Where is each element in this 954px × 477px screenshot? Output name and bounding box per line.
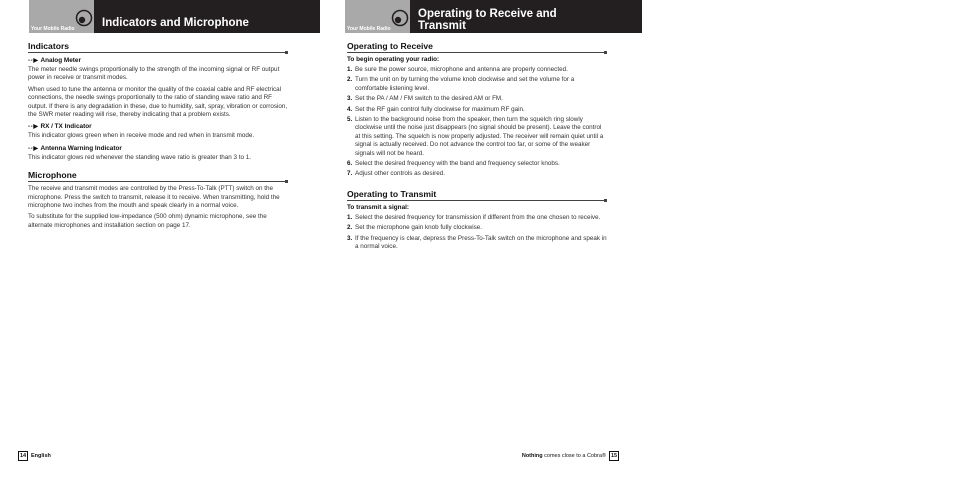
tab-label: Your Mobile Radio: [31, 26, 75, 32]
subheading-label: Analog Meter: [40, 57, 81, 64]
step-item: [347, 95, 607, 103]
page-title-line-1: Operating to Receive and: [418, 8, 557, 20]
tab-label: Your Mobile Radio: [347, 26, 391, 32]
page-number: 14: [19, 453, 27, 459]
subheading-rx-tx: [28, 123, 288, 130]
page-title: Indicators and Microphone: [102, 17, 249, 29]
step-number: 1.: [347, 66, 353, 73]
step-text: Set the PA / AM / FM switch to the desired AM or FM.: [355, 95, 503, 103]
step-text: Select the desired frequency for transmission if different from the one chosen to receive.: [355, 213, 601, 221]
step-number: 5.: [347, 116, 353, 124]
paragraph: This indicator glows red whenever the standing wave ratio is greater than 3 to 1.: [28, 153, 251, 161]
right-page-footer: [522, 451, 619, 461]
page-number: 15: [610, 453, 618, 459]
section-title-microphone: Microphone: [28, 170, 288, 182]
step-text: Listen to the background noise from the speaker, then turn the squelch ring slowly clockwise until the noise just disappears (no signal should be present). Leave the control at this setting. The squelch is now properly adjusted. The receiver will remain quiet until a signal is actually received. Do not advance the control too far, or some of the weaker signals will not be heard.: [355, 116, 604, 157]
right-page-content: [347, 41, 607, 254]
radio-knob-icon: [75, 9, 93, 27]
step-number: 3.: [347, 95, 353, 103]
receive-lead: To begin operating your radio:: [347, 56, 440, 63]
receive-steps: [347, 66, 607, 179]
left-page-header: [29, 0, 320, 33]
left-page: [0, 0, 320, 477]
step-number: 1.: [347, 213, 353, 221]
radio-knob-icon: [391, 9, 409, 27]
step-item: [347, 170, 607, 178]
step-text: Turn the unit on by turning the volume knob clockwise and set the volume for a comfortable listening level.: [355, 76, 575, 92]
step-text: If the frequency is clear, depress the Press-To-Talk switch on the microphone and speak in a normal voice.: [355, 234, 607, 251]
paragraph: When used to tune the antenna or monitor the quality of the coaxial cable and RF electrical connections, the needle swings proportionally to the ratio of standing wave ratio and RF output. If there is any degradation in these, due to humidity, salt, spray, vibration or corrosion, the SWR meter reading will rise, thereby indicating that a problem exists.: [28, 85, 288, 119]
step-item: [347, 116, 607, 158]
step-item: [347, 214, 607, 222]
right-page-header: [345, 0, 642, 33]
subheading-label: Antenna Warning Indicator: [40, 144, 122, 152]
footer-slogan: comes close to a Cobra®: [544, 453, 606, 459]
arrow-bullet-icon: - - ▶: [28, 124, 38, 131]
step-text: Adjust other controls as desired.: [355, 170, 445, 178]
step-text: Set the microphone gain knob fully clockwise.: [355, 224, 483, 232]
page-title-line-2: Transmit: [418, 20, 466, 32]
subheading-label: RX / TX Indicator: [40, 123, 92, 131]
page-title: [418, 8, 557, 32]
step-item: [347, 235, 607, 252]
subheading-analog-meter: [28, 57, 288, 64]
step-number: 6.: [347, 160, 353, 168]
left-page-footer: [18, 451, 51, 461]
section-tab: [345, 0, 410, 33]
step-number: 7.: [347, 170, 353, 178]
transmit-lead: To transmit a signal:: [347, 203, 410, 211]
footer-slogan-bold: Nothing: [521, 453, 543, 459]
paragraph: To substitute for the supplied low-impedance (500 ohm) dynamic microphone, see the alternate microphones and installation section on page 17.: [28, 213, 267, 229]
section-title-receive: Operating to Receive: [347, 41, 607, 53]
arrow-bullet-icon: - - ▶: [28, 58, 38, 64]
step-number: 2.: [347, 224, 353, 232]
arrow-bullet-icon: - - ▶: [28, 145, 38, 152]
right-page: [345, 0, 645, 477]
section-title-transmit: Operating to Transmit: [347, 189, 607, 201]
step-item: [347, 224, 607, 232]
step-item: [347, 66, 607, 74]
step-number: 3.: [347, 234, 353, 242]
paragraph: The receive and transmit modes are controlled by the Press-To-Talk (PTT) switch on the microphone. Press the switch to transmit, release it to receive. When transmitting, hold the microphone two inches from the mouth and speak clearly in a normal voice.: [28, 185, 280, 210]
paragraph: The meter needle swings proportionally to the strength of the incoming signal or RF output power in receive or transmit modes.: [28, 66, 280, 82]
step-number: 2.: [347, 76, 353, 84]
paragraph: This indicator glows green when in receive mode and red when in transmit mode.: [28, 132, 255, 140]
subheading-antenna-warning: [28, 145, 288, 152]
step-text: Set the RF gain control fully clockwise for maximum RF gain.: [355, 105, 525, 113]
section-tab: [29, 0, 94, 33]
transmit-steps: [347, 214, 607, 252]
step-item: [347, 106, 607, 114]
step-item: [347, 76, 607, 93]
section-title-indicators: Indicators: [28, 41, 288, 53]
step-item: [347, 160, 607, 168]
step-number: 4.: [347, 105, 353, 113]
step-text: Select the desired frequency with the band and frequency selector knobs.: [355, 160, 560, 168]
footer-language: English: [31, 453, 51, 459]
step-text: Be sure the power source, microphone and antenna are properly connected.: [355, 66, 568, 73]
left-page-content: [28, 41, 288, 233]
